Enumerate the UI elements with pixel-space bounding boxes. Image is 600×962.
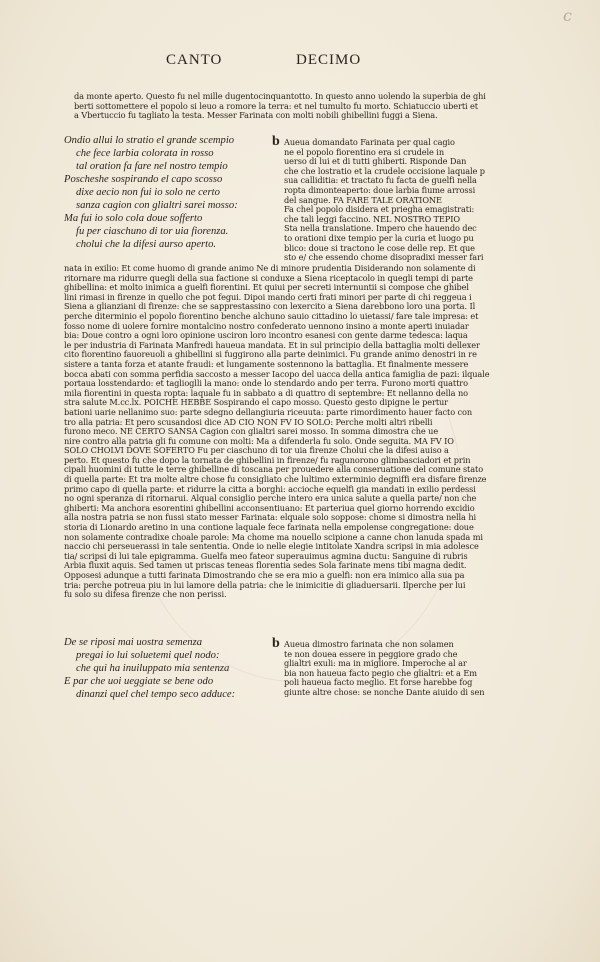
comm-line: poli haueua facto meglio. Et forse harebbe fog bbox=[284, 678, 473, 688]
comm-line: fu solo su difesa firenze che non perissi. bbox=[64, 590, 227, 600]
comm-line: lini rimasi in firenze in quello che pot fegui. Dipoi mando certi frati minori per parte di chi reggeua i bbox=[64, 292, 472, 302]
comm-line: Arbia fluxit aquis. Sed tamen ut priscas teneas florentia sedes Sola farinate mens tibi magna dedit. bbox=[64, 561, 467, 571]
comm-line: ne el popolo fiorentino era si crudele in bbox=[284, 147, 444, 157]
comm-line: storia di Lionardo aretino in una contione laquale fece farinata nella empolense congregatione: doue bbox=[64, 523, 474, 533]
comm-line: non solamente contradixe choale parole: Ma chome ma nouello scipione a canne chon lanuda spada mi bbox=[64, 532, 483, 542]
comm-line: blico: doue si tractono le cose delle rep. Et que bbox=[284, 243, 475, 253]
comm-line: mila fiorentini in questa ropta: laquale fu in sabbato a di quattro di septembre: Et nellanno della no bbox=[64, 388, 468, 398]
comm-line: di quella parte: Et tra molte altre chose fu consigliato che lultimo exterminio degniffi era disfare firenze bbox=[64, 475, 487, 485]
top-commentary bbox=[74, 92, 536, 121]
side-commentary-2 bbox=[284, 640, 540, 698]
comm-line: che che lostratio et la crudele occisione laquale p bbox=[284, 166, 485, 176]
comm-line: bia: Doue contro a ogni loro opinione usciron loro incontro esanesi con gente darme tedesca: laqua bbox=[64, 331, 468, 341]
comm-line: te non douea essere in peggiore grado che bbox=[284, 649, 458, 659]
comm-line: fosso nome di uolere fornire montalcino nostro confederato uennono insino a monte aperti inuiadar bbox=[64, 321, 469, 331]
header-right: DECIMO bbox=[296, 52, 362, 68]
header-left: CANTO bbox=[166, 52, 223, 68]
comm-line: cipali huomini di tutte le terre ghibelline di toscana per prouedere alla conseruatione del comune stato bbox=[64, 465, 484, 475]
comm-line: giunte altre chose: se nonche Dante aiuido di sen bbox=[284, 687, 485, 697]
comm-line: to orationi dixe tempio per la curia et luogo pu bbox=[284, 233, 474, 243]
comm-line: tia/ scripsi di lui tale epigramma. Guelfa meo fateor superauimus agmina ductu: Sanguine di rubris bbox=[64, 551, 468, 561]
comm-line: glialtri exuli: ma in migliore. Imperoche al ar bbox=[284, 659, 467, 669]
comm-line: perche diterminio el popolo fiorentino benche alchuno sauio cittadino lo uietassi/ fare tale impresa: et bbox=[64, 311, 479, 321]
comm-line: primo capo di quella parte: et ridurre la citta a borghi: accioche equelfi gia mandati in exilio perdessi bbox=[64, 484, 476, 494]
side-commentary-1 bbox=[284, 138, 540, 263]
verse-block-1 bbox=[64, 134, 264, 251]
comm-line: bationi uarie nellanimo suo: parte sdegno dellangiuria riceuuta: parte rimordimento hauer facto con bbox=[64, 407, 473, 417]
verse-line: De se riposi mai uostra semenza bbox=[64, 637, 203, 648]
verse-line: Poscheshe sospirando el capo scosso bbox=[64, 174, 223, 185]
verse-line: cholui che la difesi aurso aperto. bbox=[76, 239, 217, 250]
initial-letter: b bbox=[272, 134, 280, 149]
folio-mark: c bbox=[563, 6, 572, 25]
verse-line: E par che uoi ueggiate se bene odo bbox=[64, 676, 214, 687]
comm-line: cito fiorentino fauoreuoli a ghibellini si fuggirono alla parte deinimici. Fu grande animo denostri in re bbox=[64, 350, 477, 360]
comm-line: ghiberti: Ma anchora esorentini ghibellini acconsentiuano: Et parteriua quel giorno horrendo excidio bbox=[64, 503, 475, 513]
comm-line: nata in exilio: Et come huomo di grande animo Ne di minore prudentia Disiderando non solamente di bbox=[64, 264, 476, 273]
main-commentary bbox=[64, 264, 542, 600]
comm-line: Sta nella translatione. Impero che hauendo dec bbox=[284, 224, 477, 234]
comm-line: no ogni speranza di ritornarui. Alqual consiglio perche intero era unica salute a quella parte/ non che bbox=[64, 494, 477, 504]
initial-letter: b bbox=[272, 636, 280, 651]
comm-line: bia non haueua facto pegio che glialtri: et a Em bbox=[284, 668, 477, 678]
verse-line: Ma fui io solo cola doue sofferto bbox=[64, 213, 203, 224]
comm-line: uerso di lui et di tutti ghiberti. Risponde Dan bbox=[284, 157, 467, 167]
comm-line: a Vbertuccio fu tagliato la testa. Messer Farinata con molti nobili ghibellini fuggi a Siena. bbox=[74, 111, 438, 121]
comm-line: ghibellina: et molto inimica a guelfi fiorentini. Et quiui per secreti internuntii si compose che ghibel bbox=[64, 283, 469, 293]
comm-line: Aueua dimostro farinata che non solamen bbox=[284, 640, 454, 649]
verse-block-2 bbox=[64, 636, 264, 701]
comm-line: stra salute M.cc.lx. POICHE HEBBE Sospirando el capo mosso. Questo gesto dipigne le pertur bbox=[64, 398, 448, 408]
comm-line: naccio chi perseuerassi in tale sententia. Onde io nelle elegie intitolate Xandra scripsi in mia adolesce bbox=[64, 542, 479, 552]
comm-line: bocca abati con somma perfidia saccosto a messer Iacopo del uacca della antica famiglia de pazi: ilquale bbox=[64, 369, 490, 379]
verse-line: dixe aecio non fui io solo ne certo bbox=[76, 187, 220, 198]
comm-line: Siena a glianziani di firenze: che se sapprestassino con lexercito a Siena darebbono loro una porta. Il bbox=[64, 302, 476, 312]
verse-line: che fece larbia colorata in rosso bbox=[76, 148, 214, 159]
comm-line: le per industria di Farinata Manfredi haueua mandata. Et in sul principio della battaglia molti dellexer bbox=[64, 340, 480, 350]
comm-line: alla nostra patria se non fussi stato messer Farinata: elquale solo soppose: chome si dimostra nella hi bbox=[64, 513, 477, 523]
comm-line: sua calliditia: et tractato fu facta de guelfi nella bbox=[284, 176, 477, 186]
comm-line: ropta dimonteaperto: doue larbia fiume arrossi bbox=[284, 185, 476, 195]
comm-line: Opposesi adunque a tutti farinata Dimostrando che se era mio a guelfi: non era inimico alla sua pa bbox=[64, 571, 465, 580]
comm-line: del sangue. FA FARE TALE ORATIONE bbox=[284, 195, 442, 205]
verse-line: che qui ha inuiluppato mia sentenza bbox=[76, 663, 230, 674]
comm-line: perto. Et questo fu che dopo la tornata de ghibellini in firenze/ fu ragunorono glimbasciadori et prin bbox=[64, 455, 471, 465]
comm-line: tro alla patria: Et pero scusandosi dice AD CIO NON FV IO SOLO: Perche molti altri ribelli bbox=[64, 417, 433, 427]
comm-line: Aueua domandato Farinata per qual cagio bbox=[284, 138, 455, 147]
comm-line: Fa chel popolo disidera et priegha emagistrati: bbox=[284, 205, 475, 215]
verse-line: dinanzi quel chel tempo seco adduce: bbox=[76, 689, 236, 700]
comm-line: portaua losstendardo: et taglioglli la mano: onde lo stendardo ando per terra. Furono morti quattro bbox=[64, 379, 468, 389]
comm-line: furono meco. NE CERTO SANSA Cagion con glialtri sarei mosso. In somma dimostra che ue bbox=[64, 427, 439, 437]
verse-line: tal oration fa fare nel nostro tempio bbox=[76, 161, 228, 172]
comm-line: che tali leggi faccino. NEL NOSTRO TEPIO bbox=[284, 214, 460, 224]
comm-line: sto e/ che essendo chome disopradixi messer fari bbox=[284, 253, 484, 263]
verse-line: Ondio allui lo stratio el grande scempio bbox=[64, 135, 235, 146]
verse-line: pregai io lui soluetemi quel nodo: bbox=[76, 650, 220, 661]
comm-line: nire contro alla patria gli fu comune con molti: Ma a difenderla fu solo. Onde seguita. MA FV IO bbox=[64, 436, 454, 446]
verse-line: sanza cagion con glialtri sarei mosso: bbox=[76, 200, 238, 211]
comm-line: SOLO CHOLVI DOVE SOFERTO Fu per ciaschuno di tor uia firenze Cholui che la difesi auiso a bbox=[64, 446, 449, 456]
comm-line: ritornare ma ridurre quegli della sua factione si conduxe a Siena riceptacolo in quegli tempi di parte bbox=[64, 273, 473, 283]
comm-line: tria: perche potreua piu in lui lamore della patria: che le inimicitie di gliaduersarii. Ilperche per lui bbox=[64, 580, 466, 590]
comm-line: sistere a tanta forza et atante fraudi: et lungamente sostennono la battaglia. Et finalmente messere bbox=[64, 359, 469, 369]
running-header bbox=[0, 52, 600, 72]
verse-line: fu per ciaschuno di tor uia fiorenza. bbox=[76, 226, 229, 237]
comm-line: da monte aperto. Questo fu nel mille dugentocinquantotto. In questo anno uolendo la superbia de ghi bbox=[74, 92, 486, 101]
comm-line: berti sottomettere el popolo si leuo a romore la terra: et nel tumulto fu morto. Schiatuccio uberti et bbox=[74, 101, 478, 111]
